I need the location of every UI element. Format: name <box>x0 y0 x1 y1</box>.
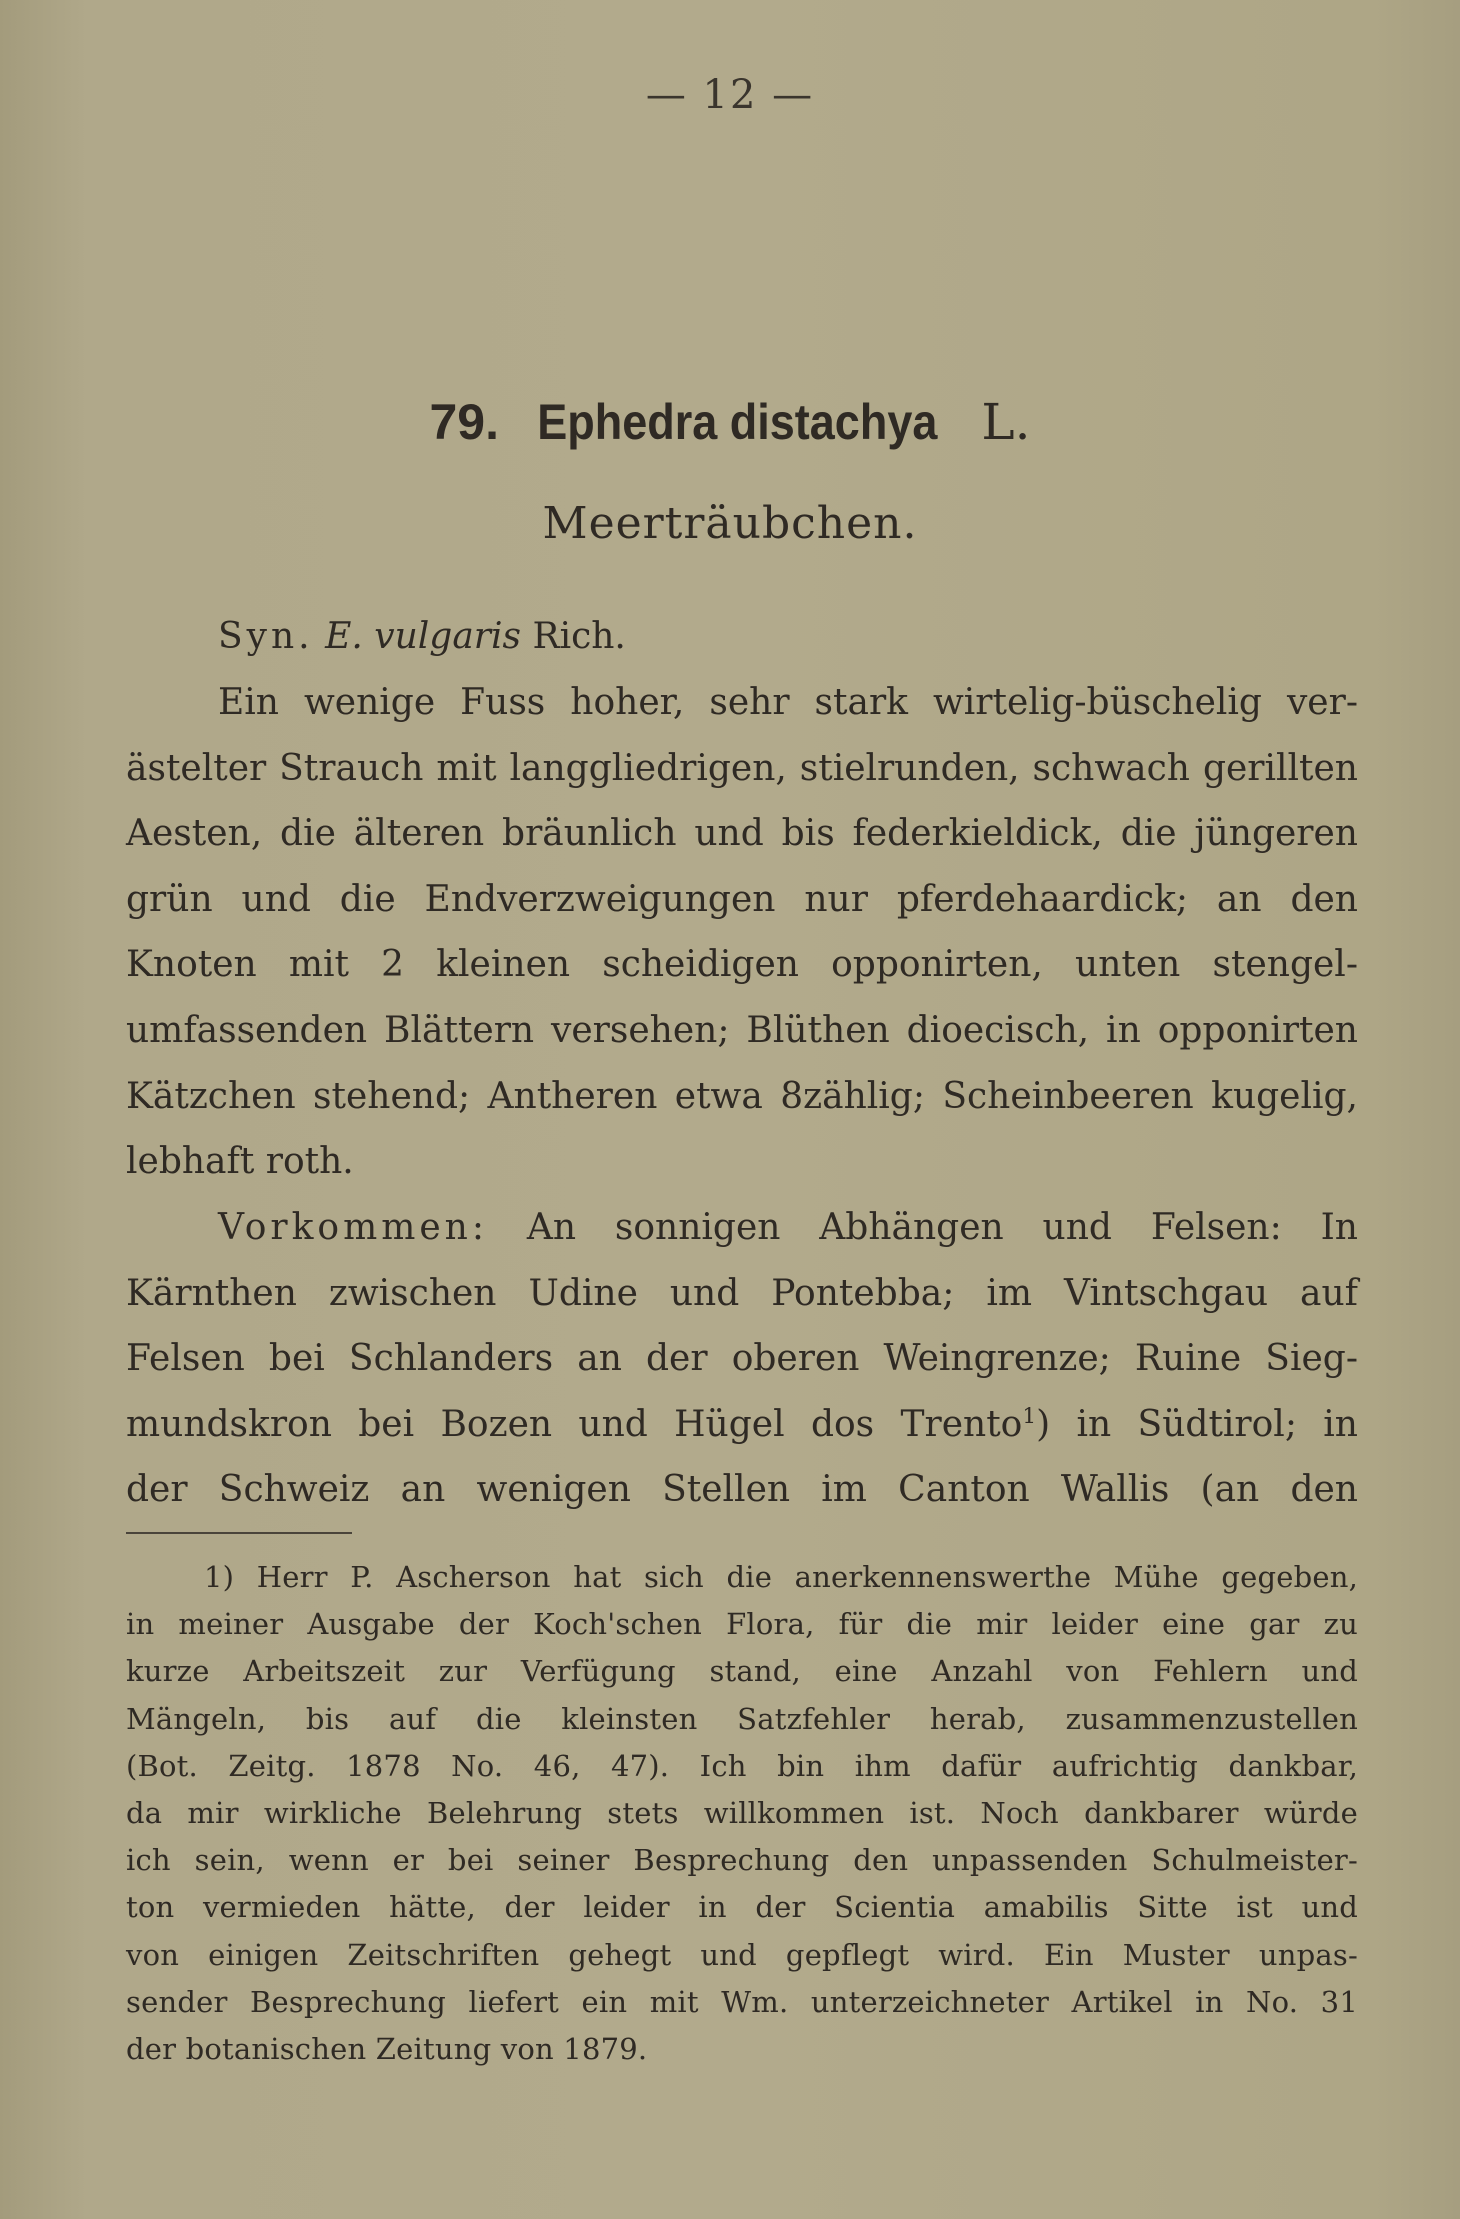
description-line: Kätzchen stehend; Antheren etwa 8zählig; Scheinbeeren kugelig, <box>126 1075 1358 1117</box>
occurrence-line: Felsen bei Schlanders an der oberen Weingrenze; Ruine Sieg- <box>126 1338 1358 1380</box>
occurrence-label: Vorkommen: <box>218 1207 488 1248</box>
footnote-line: 1) Herr P. Ascherson hat sich die anerkennenswerthe Mühe gegeben, <box>204 1560 1358 1594</box>
synonym-author: Rich. <box>532 616 626 657</box>
description-line: grün und die Endverzweigungen nur pferdehaardick; an den <box>126 878 1358 920</box>
footnote-line: in meiner Ausgabe der Koch'schen Flora, für die mir leider eine gar zu <box>126 1607 1358 1642</box>
footnote-line: kurze Arbeitszeit zur Verfügung stand, eine Anzahl von Fehlern und <box>126 1654 1358 1689</box>
footnote-line: der botanischen Zeitung von 1879. <box>126 2032 648 2067</box>
description-line: Knoten mit 2 kleinen scheidigen opponirten, unten stengel- <box>126 944 1358 986</box>
description-line: lebhaft roth. <box>126 1141 354 1183</box>
occurrence-text: ) in Südtirol; in <box>1036 1403 1358 1445</box>
common-name: Meerträubchen. <box>542 498 918 549</box>
occurrence-text: mundskron bei Bozen und Hügel dos Trento <box>126 1403 1023 1445</box>
footnote-reference[interactable]: 1 <box>1022 1403 1037 1429</box>
description-line: Aesten, die älteren bräunlich und bis federkieldick, die jüngeren <box>126 813 1358 855</box>
occurrence-paragraph <box>126 1195 1358 1523</box>
footnote-line: sender Besprechung liefert ein mit Wm. unterzeichneter Artikel in No. 31 <box>126 1984 1358 2019</box>
footnote-line: (Bot. Zeitg. 1878 No. 46, 47). Ich bin ihm dafür aufrichtig dankbar, <box>126 1748 1358 1783</box>
synonym-name: E. vulgaris <box>325 616 522 657</box>
description-line: ästelter Strauch mit langgliedrigen, stielrunden, schwach gerillten <box>126 747 1358 789</box>
entry-number: 79. <box>429 394 499 450</box>
occurrence-line: der Schweiz an wenigen Stellen im Canton Wallis (an den <box>126 1469 1358 1511</box>
footnote <box>126 1554 1358 2073</box>
occurrence-line <box>126 1392 1358 1458</box>
entry-author: L. <box>981 393 1031 451</box>
footnote-line: Mängeln, bis auf die kleinsten Satzfehler herab, zusammenzustellen <box>126 1701 1358 1736</box>
description-paragraph <box>126 670 1358 1195</box>
footnote-line: ton vermieden hätte, der leider in der Scientia amabilis Sitte ist und <box>126 1890 1358 1925</box>
synonym-line <box>126 604 1358 670</box>
page-number: — 12 — <box>645 72 815 118</box>
entry-heading <box>0 392 1460 452</box>
synonym-label: Syn. <box>218 616 314 657</box>
occurrence-line: Kärnthen zwischen Udine und Pontebba; im Vintschgau auf <box>126 1272 1358 1314</box>
description-line: umfassenden Blättern versehen; Blüthen dioecisch, in opponirten <box>126 1009 1358 1051</box>
footnote-line: da mir wirkliche Belehrung stets willkommen ist. Noch dankbarer würde <box>126 1796 1358 1831</box>
entry-latin-name: Ephedra distachya <box>537 394 938 450</box>
footnote-line: von einigen Zeitschriften gehegt und gepflegt wird. Ein Muster unpas- <box>126 1937 1358 1972</box>
occurrence-text: An sonnigen Abhängen und Felsen: In <box>526 1207 1358 1248</box>
synonym-paragraph <box>126 604 1358 670</box>
description-line: Ein wenige Fuss hoher, sehr stark wirtelig-büschelig ver- <box>218 682 1358 723</box>
footnote-line: ich sein, wenn er bei seiner Besprechung den unpassenden Schulmeister- <box>126 1843 1358 1878</box>
footnote-divider <box>126 1532 352 1534</box>
occurrence-line <box>126 1195 1358 1261</box>
